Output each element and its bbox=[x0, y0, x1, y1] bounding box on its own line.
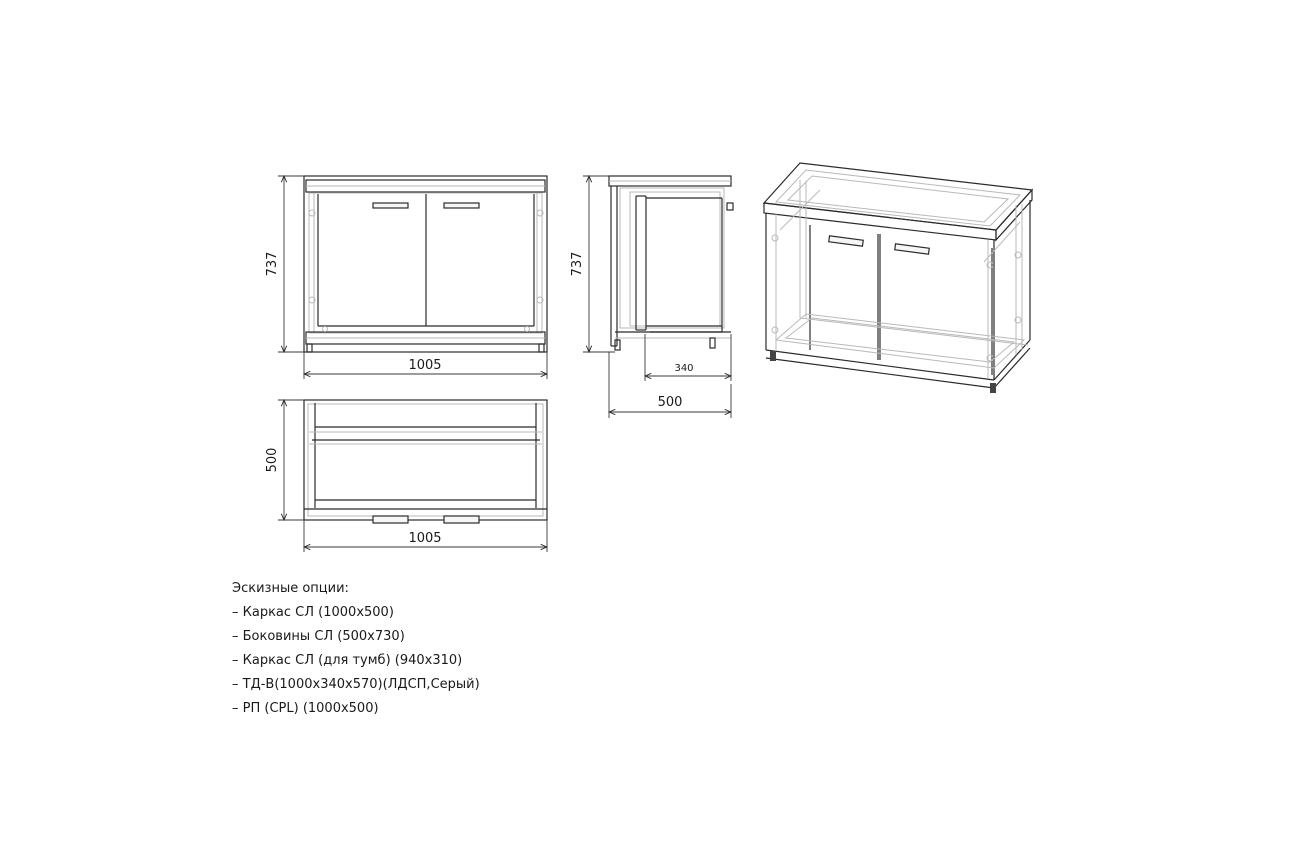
option-item: – Боковины СЛ (500х730) bbox=[232, 629, 405, 644]
side-inner-depth-label: 340 bbox=[674, 363, 694, 374]
side-depth-label: 500 bbox=[657, 395, 683, 410]
option-item: – ТД-В(1000х340х570)(ЛДСП,Серый) bbox=[232, 677, 480, 692]
front-height-label: 737 bbox=[265, 251, 280, 277]
top-width-label: 1005 bbox=[408, 531, 442, 546]
option-item: – РП (CPL) (1000х500) bbox=[232, 701, 379, 716]
top-depth-label: 500 bbox=[265, 447, 280, 473]
top-view bbox=[265, 400, 547, 552]
iso-handle-right bbox=[895, 244, 929, 254]
top-handle-right bbox=[444, 516, 479, 523]
front-width-label: 1005 bbox=[408, 358, 442, 373]
door-handle-right bbox=[444, 203, 479, 208]
side-view bbox=[570, 176, 733, 418]
isometric-view bbox=[764, 163, 1032, 393]
door-handle-left bbox=[373, 203, 408, 208]
option-item: – Каркас СЛ (1000х500) bbox=[232, 605, 394, 620]
option-item: – Каркас СЛ (для тумб) (940х310) bbox=[232, 653, 463, 668]
iso-handle-left bbox=[829, 236, 863, 246]
sketch-options-title: Эскизные опции: bbox=[232, 581, 349, 596]
sketch-options bbox=[232, 577, 480, 721]
side-height-label: 737 bbox=[570, 251, 585, 277]
front-view bbox=[265, 176, 547, 379]
top-handle-left bbox=[373, 516, 408, 523]
